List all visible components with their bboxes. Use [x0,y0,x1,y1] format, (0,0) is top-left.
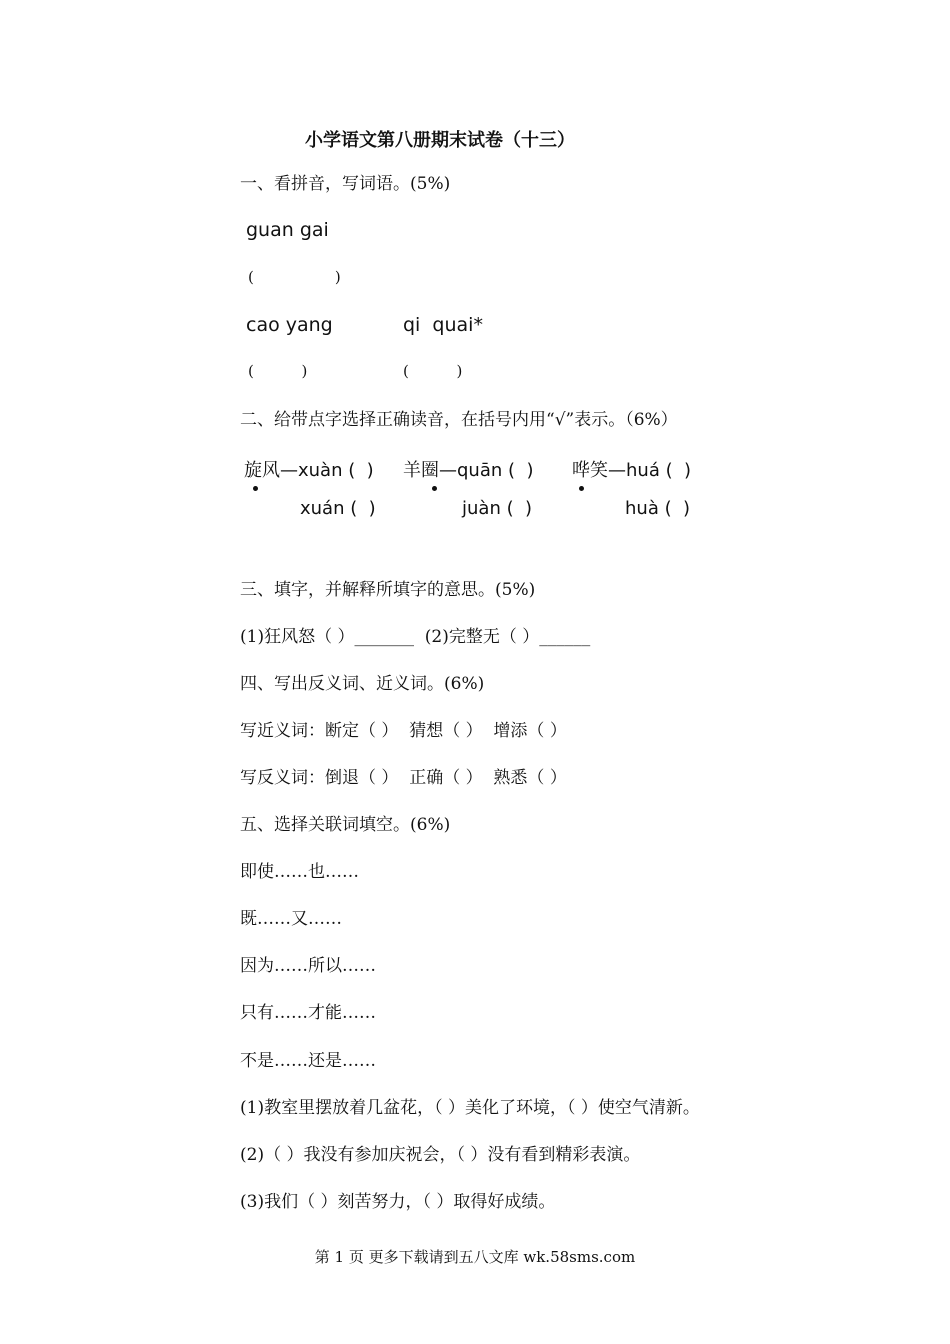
answer-blank-1: ( ) [248,268,341,286]
section-3-heading: 三、填字，并解释所填字的意思。(5%) [240,580,536,600]
pinyin-qi-quai: qi quai* [403,314,483,336]
emphasis-dot [432,486,437,491]
answer-blank-2: ( ) [248,362,308,380]
answer-blank-3: ( ) [403,362,463,380]
synonym-line: 写近义词：断定（ ） 猜想（ ） 增添（ ） [240,721,567,741]
conjunction-option: 既……又…… [240,909,342,929]
pronunciation-item-2-bottom: juàn ( ) [462,498,533,519]
antonym-line: 写反义词：倒退（ ） 正确（ ） 熟悉（ ） [240,768,567,788]
conjunction-option: 不是……还是…… [240,1051,376,1071]
pronunciation-item-3-top: 哗笑—huá ( ) [572,460,692,481]
pinyin-guan-gai: guan gai [246,219,329,241]
page-footer: 第 1 页 更多下载请到五八文库 wk.58sms.com [314,1248,636,1266]
pronunciation-item-1-top: 旋风—xuàn ( ) [244,460,374,481]
conjunction-option: 只有……才能…… [240,1003,376,1023]
section-5-heading: 五、选择关联词填空。(6%) [240,815,451,835]
emphasis-dot [579,486,584,491]
page-title: 小学语文第八册期末试卷（十三） [305,130,575,151]
section-2-heading: 二、给带点字选择正确读音，在括号内用“√”表示。（6%） [240,410,678,430]
conjunction-question-3: (3)我们（ ）刻苦努力，（ ）取得好成绩。 [240,1192,556,1212]
pronunciation-item-3-bottom: huà ( ) [625,498,691,519]
fill-character-line: (1)狂风怒（ ）_______ (2)完整无（ ）______ [240,627,591,647]
conjunction-question-1: (1)教室里摆放着几盆花，（ ）美化了环境，（ ）使空气清新。 [240,1098,700,1118]
conjunction-option: 即使……也…… [240,862,359,882]
emphasis-dot [253,486,258,491]
pinyin-cao-yang: cao yang [246,314,333,336]
section-4-heading: 四、写出反义词、近义词。(6%) [240,674,485,694]
conjunction-question-2: (2)（ ）我没有参加庆祝会，（ ）没有看到精彩表演。 [240,1145,641,1165]
pronunciation-item-2-top: 羊圈—quān ( ) [403,460,534,481]
pronunciation-item-1-bottom: xuán ( ) [300,498,376,519]
section-1-heading: 一、看拼音，写词语。(5%) [240,174,451,194]
conjunction-option: 因为……所以…… [240,956,376,976]
